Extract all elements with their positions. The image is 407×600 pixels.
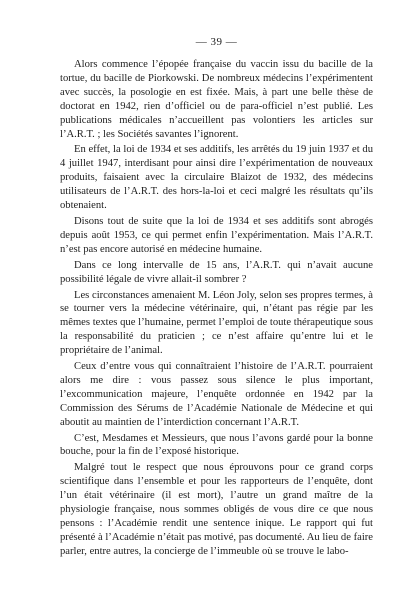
paragraph: Dans ce long intervalle de 15 ans, l’A.R.T. qui n’avait aucune possibilité légale de vivre allait-il sombrer ? [60,259,373,285]
page-number: — 39 — [195,36,238,48]
paragraph: Disons tout de suite que la loi de 1934 et ses additifs sont abrogés depuis août 1953, ce qui permet enfin l’expérimentation. Mais l’A.R.T. n’est pas encore autorisé en médecine humaine. [60,215,373,255]
paragraph: Malgré tout le respect que nous éprouvons pour ce grand corps scientifique dans l’ensemble et pour les rapporteurs de l’enquête, dont l’un était vétérinaire (il est mort), l’autre un grand maître de la physiologie française, nous sommes obligés de vous dire ce que nous pensons : l’Académie rendit une sentence inique. Le rapport qui fut présenté à l’Académie n’était pas motivé, pas documenté. Au lieu de faire parler, entre autres, la concierge de l’immeuble où se trouve le labo- [60,462,373,557]
paragraph: Alors commence l’épopée française du vaccin issu du bacille de la tortue, du bacille de Piorkowski. De nombreux médecins l’expérimentent avec succès, la posologie en est fixée. Mais, à part une belle thèse de doctorat en 1942, rien d’officiel ou de para-officiel n’est publié. Les publications médicales n’accueillent pas volontiers les articles sur l’A.R.T. ; les Sociétés savantes l’ignorent. [60,59,373,140]
paragraph: Ceux d’entre vous qui connaîtraient l’histoire de l’A.R.T. pourraient alors me dire : vous passez sous silence le plus important, l’excommunication majeure, l’enquête ordonnée en 1942 par la Commission des Sérums de l’Académie Nationale de Médecine et qui aboutit au maintien de l’interdiction concernant l’A.R.T. [60,361,373,428]
paragraph: En effet, la loi de 1934 et ses additifs, les arrêtés du 19 juin 1937 et du 4 juillet 1947, interdisant pour ainsi dire l’expérimentation de nouveaux produits, faisaient avec la circulaire Blaizot de 1932, des médecins utilisateurs de l’A.R.T. des hors-la-loi et ceci malgré les résultats qu’ils obtenaient. [60,144,373,212]
body-text [60,58,373,559]
paragraph: C’est, Mesdames et Messieurs, que nous l’avons gardé pour la bonne bouche, pour la fin de l’exposé historique. [60,432,373,458]
paragraph: Les circonstances amenaient M. Léon Joly, selon ses propres termes, à se tourner vers la médecine vétérinaire, qui, n’étant pas régie par les mêmes textes que l’humaine, permet l’emploi de toute thérapeutique sous la responsabilité du praticien ; ce n’est affaire qu’entre lui et le propriétaire de l’animal. [60,289,373,357]
